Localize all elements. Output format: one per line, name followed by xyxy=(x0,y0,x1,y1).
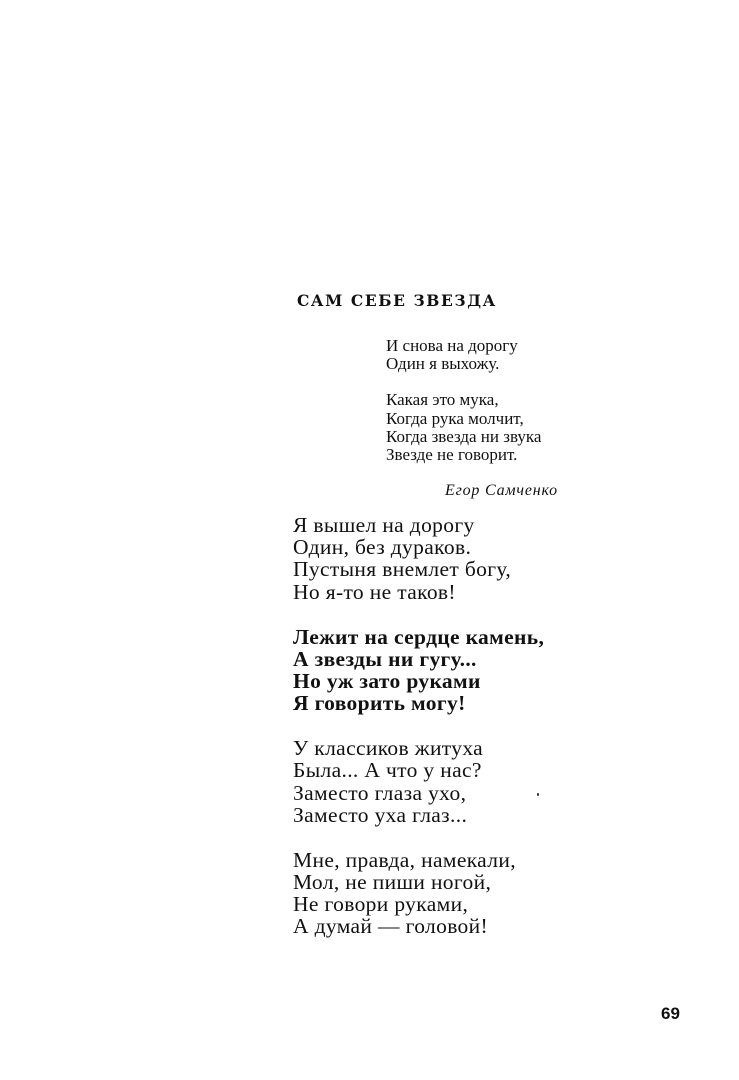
poem-line: Заместо уха глаз... xyxy=(293,802,468,827)
epigraph-line: Когда звезда ни звука xyxy=(386,426,542,446)
poem-line: Я говорить могу! xyxy=(293,691,466,716)
poem-stanza xyxy=(293,514,544,603)
poem-stanza xyxy=(293,849,544,938)
epigraph-line: Звезде не говорит. xyxy=(386,445,518,465)
poem-line: Пустыня внемлет богу, xyxy=(293,557,512,582)
poem-line: Мол, не пиши ногой, xyxy=(293,870,492,895)
epigraph-stanza xyxy=(386,337,541,373)
poem-line: Была... А что у нас? xyxy=(293,758,482,783)
epigraph xyxy=(386,337,541,482)
poem-line: Но уж зато руками xyxy=(293,669,481,694)
poem-stanza xyxy=(293,626,544,715)
epigraph-line: И снова на дорогу xyxy=(386,336,518,355)
epigraph-line: Когда рука молчит, xyxy=(386,408,524,428)
poem-line: Не говори руками, xyxy=(293,892,469,917)
page-number: 69 xyxy=(661,1004,680,1023)
poem-title: САМ СЕБЕ ЗВЕЗДА xyxy=(297,291,497,310)
poem-body xyxy=(293,514,544,960)
poem-line: Заместо глаза ухо, xyxy=(293,780,467,805)
poem-line: Лежит на сердце камень, xyxy=(293,624,545,649)
poem-line: Я вышел на дорогу xyxy=(293,513,475,537)
poem-line: Мне, правда, намекали, xyxy=(293,847,516,872)
poem-line: А думай — головой! xyxy=(293,914,489,939)
ink-speck xyxy=(537,793,539,796)
poem-line: Но я-то не таков! xyxy=(293,579,456,604)
epigraph-stanza xyxy=(386,391,541,464)
poem-line: У классиков житуха xyxy=(293,736,484,761)
poem-line: А звезды ни гугу... xyxy=(293,646,477,671)
poem-stanza xyxy=(293,737,544,826)
epigraph-author: Егор Самченко xyxy=(445,482,558,499)
epigraph-line: Какая это мука, xyxy=(386,390,499,410)
epigraph-line: Один я выхожу. xyxy=(386,354,500,374)
poem-line: Один, без дураков. xyxy=(293,535,472,560)
